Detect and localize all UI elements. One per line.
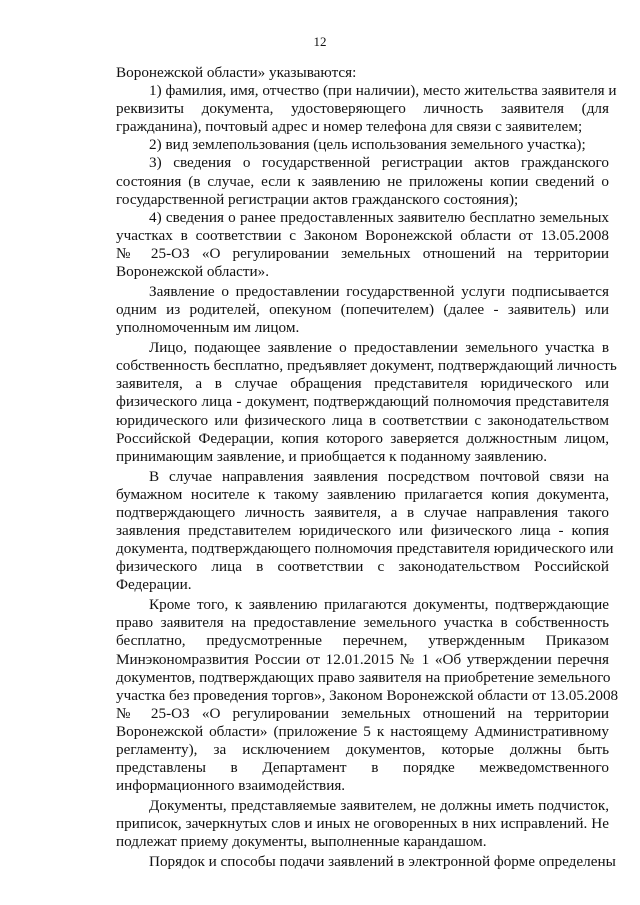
- text-line: Кроме того, к заявлению прилагаются документы, подтверждающие: [149, 596, 609, 614]
- text-line: уполномоченным им лицом.: [116, 319, 300, 337]
- text-line: бесплатно, предусмотренные перечнем, утвержденным Приказом: [116, 632, 609, 650]
- text-line: собственность бесплатно, предъявляет документ, подтверждающий личность: [116, 357, 617, 375]
- text-line: 3) сведения о государственной регистрации актов гражданского: [149, 154, 609, 172]
- text-line: документов, подтверждающих право заявителя на приобретение земельного: [116, 668, 611, 686]
- text-line: № 25-ОЗ «О регулировании земельных отношений на территории: [116, 244, 609, 262]
- text-line: представлены в Департамент в порядке межведомственного: [116, 759, 609, 777]
- text-line: 4) сведения о ранее предоставленных заявителю бесплатно земельных: [149, 208, 609, 226]
- text-line: Документы, представляемые заявителем, не должны иметь подчисток,: [149, 797, 609, 815]
- text-line: Воронежской области» указываются:: [116, 64, 357, 81]
- text-line: Лицо, подающее заявление о предоставлении земельного участка в: [149, 339, 609, 357]
- text-line: юридического или физического лица в соответствии с законодательством: [116, 411, 609, 429]
- text-line: Порядок и способы подачи заявлений в электронной форме определены: [149, 853, 616, 871]
- text-line: приписок, зачеркнутых слов и иных не оговоренных в них исправлений. Не: [116, 815, 609, 833]
- text-line: Воронежской области».: [116, 263, 270, 281]
- text-line: состояния (в случае, если к заявлению не приложены копии сведений о: [116, 172, 609, 190]
- text-line: принимающим заявление, и приобщается к поданному заявлению.: [116, 447, 548, 465]
- text-line: реквизиты документа, удостоверяющего личность заявителя (для: [116, 100, 609, 118]
- text-line: Федерации.: [116, 576, 192, 594]
- text-line: документа, подтверждающего полномочия представителя юридического или: [116, 540, 614, 558]
- text-line: В случае направления заявления посредством почтовой связи на: [149, 467, 609, 485]
- text-line: Российской Федерации, копия которого заверяется должностным лицом,: [116, 429, 609, 447]
- text-line: Минэкономразвития России от 12.01.2015 № 1 «Об утверждении перечня: [116, 650, 609, 668]
- text-line: № 25-ОЗ «О регулировании земельных отношений на территории: [116, 704, 609, 722]
- text-line: право заявителя на предоставление земельного участка в собственность: [116, 614, 609, 632]
- text-line: бумажном носителе к такому заявлению прилагается копия документа,: [116, 485, 609, 503]
- document-body: [116, 64, 619, 871]
- page-number: 12: [313, 34, 327, 49]
- text-line: 2) вид землепользования (цель использования земельного участка);: [149, 136, 586, 154]
- text-line: участка без проведения торгов», Законом Воронежской области от 13.05.2008: [116, 686, 619, 704]
- text-line: государственной регистрации актов гражданского состояния);: [116, 190, 519, 208]
- text-line: физического лица - документ, подтверждающий полномочия представителя: [116, 393, 609, 411]
- text-line: регламенту), за исключением документов, которые должны быть: [116, 741, 609, 759]
- text-line: Заявление о предоставлении государственной услуги подписывается: [149, 283, 609, 301]
- text-line: подлежат приему документы, выполненные карандашом.: [116, 833, 487, 851]
- text-line: гражданина), почтовый адрес и номер телефона для связи с заявителем;: [116, 118, 583, 136]
- text-line: заявления представителем юридического или физического лица - копия: [116, 522, 609, 540]
- text-line: одним из родителей, опекуном (попечителем) (далее - заявитель) или: [116, 301, 609, 319]
- text-line: информационного взаимодействия.: [116, 777, 346, 795]
- text-line: 1) фамилия, имя, отчество (при наличии), место жительства заявителя и: [149, 82, 617, 100]
- text-line: участках в соответствии с Законом Воронежской области от 13.05.2008: [116, 226, 609, 244]
- text-line: подтверждающего личность заявителя, а в случае направления такого: [116, 503, 609, 521]
- text-line: физического лица в соответствии с законодательством Российской: [116, 558, 609, 576]
- text-line: заявителя, а в случае обращения представителя юридического или: [116, 375, 609, 393]
- text-line: Воронежской области» (приложение 5 к настоящему Административному: [116, 722, 609, 740]
